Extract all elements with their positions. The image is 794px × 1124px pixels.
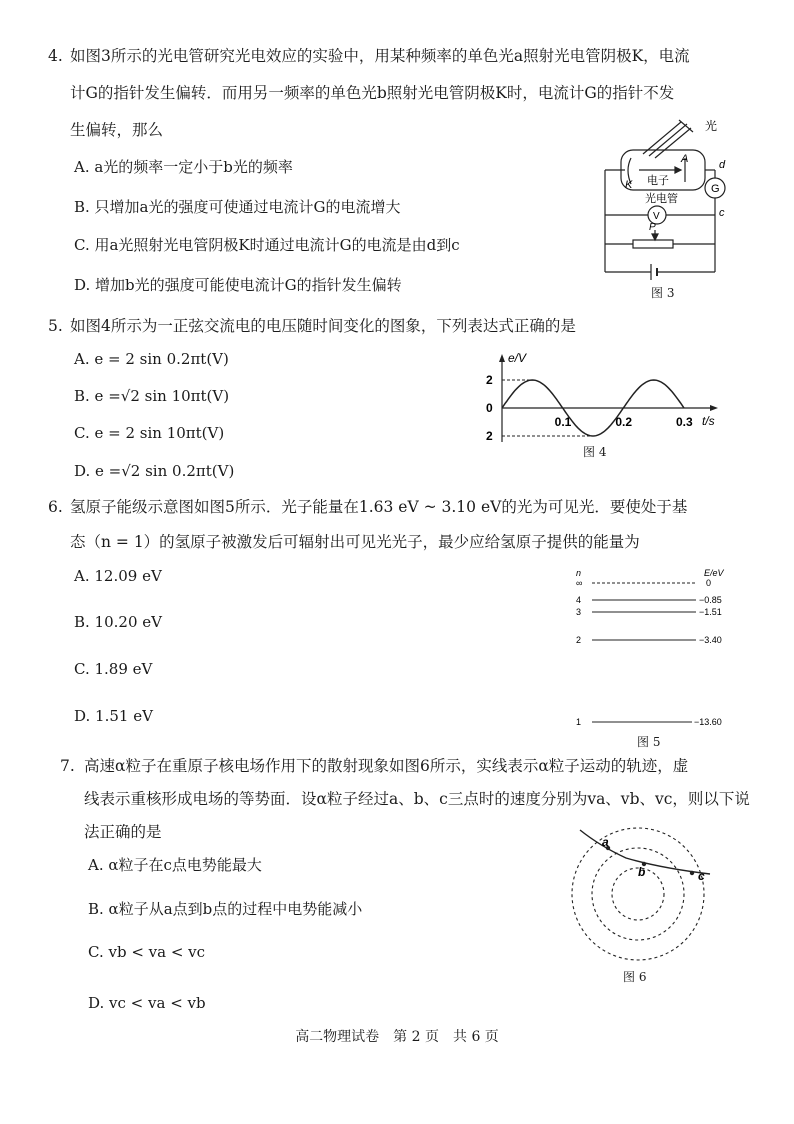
- figure-5-caption: 图 5: [637, 735, 661, 749]
- fig3-label-a: A: [681, 153, 689, 165]
- figure-4-caption: 图 4: [583, 445, 607, 459]
- fig3-label-g: G: [711, 183, 720, 195]
- point-b-label: b: [638, 865, 646, 879]
- q5-option-b: B. e =√2 sin 10πt(V): [74, 387, 230, 405]
- q5-option-a: A. e = 2 sin 0.2πt(V): [74, 350, 229, 368]
- point-a-label: a: [602, 835, 609, 849]
- chart-xlabel: t/s: [702, 414, 715, 428]
- figure-6-scattering: [560, 822, 730, 962]
- fig5-header-n: n: [576, 568, 582, 578]
- x-axis-arrow: [710, 405, 718, 411]
- q6-option-b: B. 10.20 eV: [74, 613, 162, 631]
- chart-x-tick-label: 0.2: [615, 415, 633, 429]
- q7-stem-line1: 高速α粒子在重原子核电场作用下的散射现象如图6所示，实线表示α粒子运动的轨迹，虚: [84, 757, 689, 775]
- fig5-level-e-inf: 0: [706, 578, 712, 588]
- q4-option-d: D. 增加b光的强度可能使电流计G的指针发生偏转: [74, 276, 402, 294]
- fig3-label-k: K: [625, 179, 633, 191]
- q6-number: 6.: [48, 498, 63, 516]
- chart-y-tick-label: 2: [486, 373, 493, 387]
- point-c-label: c: [698, 869, 705, 883]
- q7-option-a: A. α粒子在c点电势能最大: [88, 856, 262, 874]
- fig3-label-c: c: [719, 207, 725, 219]
- fig5-level-n-3: 3: [576, 607, 582, 617]
- figure-6-caption: 图 6: [623, 970, 647, 984]
- q7-stem-line3: 法正确的是: [84, 823, 162, 841]
- q7-option-d: D. vc < va < vb: [88, 994, 206, 1012]
- q7-option-b: B. α粒子从a点到b点的过程中电势能减小: [88, 900, 363, 918]
- q5-stem-line1: 如图4所示为一正弦交流电的电压随时间变化的图象，下列表达式正确的是: [70, 317, 576, 335]
- fig5-level-e-4: −0.85: [699, 595, 722, 605]
- point-c-dot: [690, 871, 694, 875]
- q4-option-a: A. a光的频率一定小于b光的频率: [74, 158, 293, 176]
- fig5-header-e: E/eV: [704, 568, 724, 578]
- page-footer: 高二物理试卷 第 2 页 共 6 页: [295, 1029, 499, 1045]
- chart-ylabel: e/V: [508, 351, 527, 365]
- q4-stem-line2: 计G的指针发生偏转．而用另一频率的单色光b照射光电管阴极K时，电流计G的指针不发: [70, 84, 675, 102]
- fig3-label-v: V: [653, 211, 660, 222]
- chart-y-tick-label: 0: [486, 401, 493, 415]
- q6-option-c: C. 1.89 eV: [74, 660, 153, 678]
- fig5-level-e-3: −1.51: [699, 607, 722, 617]
- fig3-label-light: 光: [705, 119, 718, 133]
- chart-y-tick-label: 2: [486, 429, 493, 443]
- q6-stem-line1: 氢原子能级示意图如图5所示．光子能量在1.63 eV ~ 3.10 eV的光为可见光．要使处于基: [70, 498, 688, 516]
- figure-3-caption: 图 3: [651, 286, 675, 300]
- figure-5-energy-levels: [568, 564, 738, 734]
- q4-stem-line1: 如图3所示的光电管研究光电效应的实验中，用某种频率的单色光a照射光电管阴极K，电流: [70, 47, 690, 65]
- q7-stem-line2: 线表示重核形成电场的等势面．设α粒子经过a、b、c三点时的速度分别为va、vb、vc，则以下说: [84, 790, 750, 808]
- chart-x-tick-label: 0.1: [554, 415, 572, 429]
- fig5-level-n-4: 4: [576, 595, 582, 605]
- q4-number: 4.: [48, 47, 63, 65]
- fig3-label-electron: 电子: [647, 175, 669, 187]
- fig5-level-n-2: 2: [576, 635, 582, 645]
- q6-option-a: A. 12.09 eV: [74, 567, 162, 585]
- y-axis-arrow: [499, 354, 505, 362]
- q4-stem-line3: 生偏转，那么: [70, 121, 164, 139]
- fig3-label-tube: 光电管: [645, 193, 678, 205]
- fig3-label-p: P: [649, 222, 656, 233]
- q5-number: 5.: [48, 317, 63, 335]
- q7-number: 7.: [60, 757, 75, 775]
- q5-option-c: C. e = 2 sin 10πt(V): [74, 424, 225, 442]
- q7-option-c: C. vb < va < vc: [88, 943, 206, 961]
- fig5-level-e-1: −13.60: [694, 717, 722, 727]
- q6-stem-line2: 态（n = 1）的氢原子被激发后可辐射出可见光光子，最少应给氢原子提供的能量为: [70, 533, 640, 551]
- q5-option-d: D. e =√2 sin 0.2πt(V): [74, 462, 235, 480]
- fig3-label-d: d: [719, 159, 726, 171]
- fig5-level-n-inf: ∞: [576, 578, 583, 588]
- q4-option-b: B. 只增加a光的强度可使通过电流计G的电流增大: [74, 198, 401, 216]
- q4-option-c: C. 用a光照射光电管阴极K时通过电流计G的电流是由d到c: [74, 236, 460, 254]
- fig5-level-n-1: 1: [576, 717, 582, 727]
- q6-option-d: D. 1.51 eV: [74, 707, 153, 725]
- figure-3-circuit: [595, 112, 735, 302]
- fig5-level-e-2: −3.40: [699, 635, 722, 645]
- chart-x-tick-label: 0.3: [676, 415, 693, 429]
